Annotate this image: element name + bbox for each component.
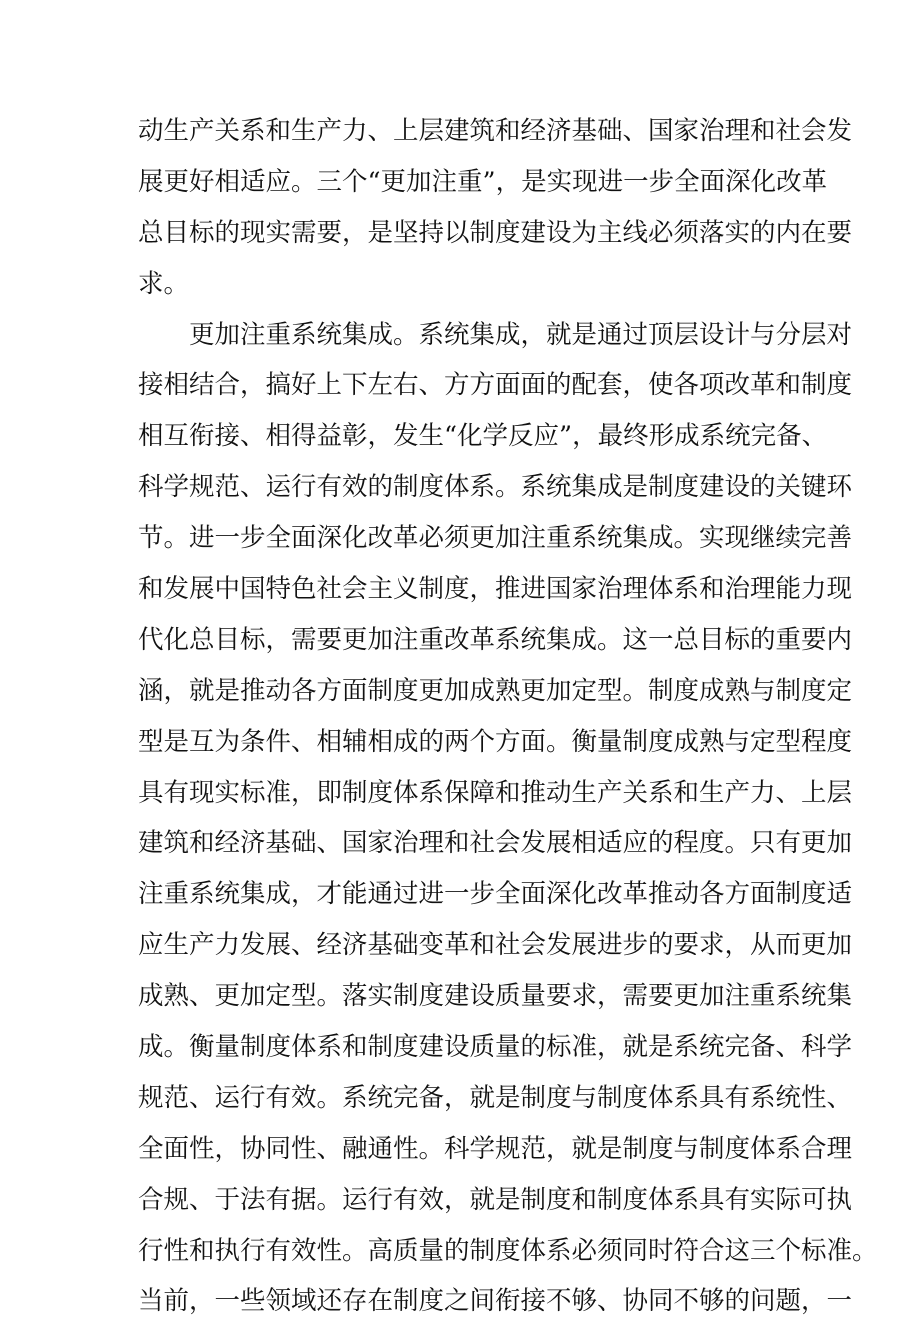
text-line: 涵，就是推动各方面制度更加成熟更加定型。制度成熟与制度定: [138, 675, 853, 706]
text-line: 全面性，协同性、融通性。科学规范，就是制度与制度体系合理: [138, 1133, 853, 1164]
text-line: 节。进一步全面深化改革必须更加注重系统集成。实现继续完善: [138, 523, 853, 554]
text-line: 注重系统集成，才能通过进一步全面深化改革推动各方面制度适: [138, 879, 853, 910]
text-line: 相互衔接、相得益彰，发生“化学反应”，最终形成系统完备、: [138, 421, 828, 452]
text-line: 代化总目标，需要更加注重改革系统集成。这一总目标的重要内: [138, 624, 853, 655]
text-line: 规范、运行有效。系统完备，就是制度与制度体系具有系统性、: [138, 1082, 853, 1113]
text-line: 科学规范、运行有效的制度体系。系统集成是制度建设的关键环: [138, 472, 853, 503]
text-line: 行性和执行有效性。高质量的制度体系必须同时符合这三个标准。: [138, 1235, 878, 1266]
text-line: 和发展中国特色社会主义制度，推进国家治理体系和治理能力现: [138, 574, 853, 605]
text-line: 型是互为条件、相辅相成的两个方面。衡量制度成熟与定型程度: [138, 726, 853, 757]
paragraph-heading-line: 更加注重系统集成。系统集成，就是通过顶层设计与分层对: [189, 319, 853, 350]
text-line: 总目标的现实需要，是坚持以制度建设为主线必须落实的内在要: [138, 217, 853, 248]
text-line: 具有现实标准，即制度体系保障和推动生产关系和生产力、上层: [138, 777, 853, 808]
text-line: 动生产关系和生产力、上层建筑和经济基础、国家治理和社会发: [138, 116, 853, 146]
text-line: 成熟、更加定型。落实制度建设质量要求，需要更加注重系统集: [138, 981, 853, 1012]
text-line: 当前，一些领域还存在制度之间衔接不够、协同不够的问题，一: [138, 1286, 853, 1317]
text-line: 展更好相适应。三个“更加注重”，是实现进一步全面深化改革: [138, 166, 828, 197]
text-line: 合规、于法有据。运行有效，就是制度和制度体系具有实际可执: [138, 1184, 853, 1215]
text-line: 接相结合，搞好上下左右、方方面面的配套，使各项改革和制度: [138, 370, 853, 401]
text-line: 成。衡量制度体系和制度建设质量的标准，就是系统完备、科学: [138, 1032, 853, 1063]
text-line: 求。: [138, 268, 190, 299]
text-line: 建筑和经济基础、国家治理和社会发展相适应的程度。只有更加: [138, 828, 853, 859]
text-line: 应生产力发展、经济基础变革和社会发展进步的要求，从而更加: [138, 930, 853, 961]
body-text: [138, 106, 878, 1327]
